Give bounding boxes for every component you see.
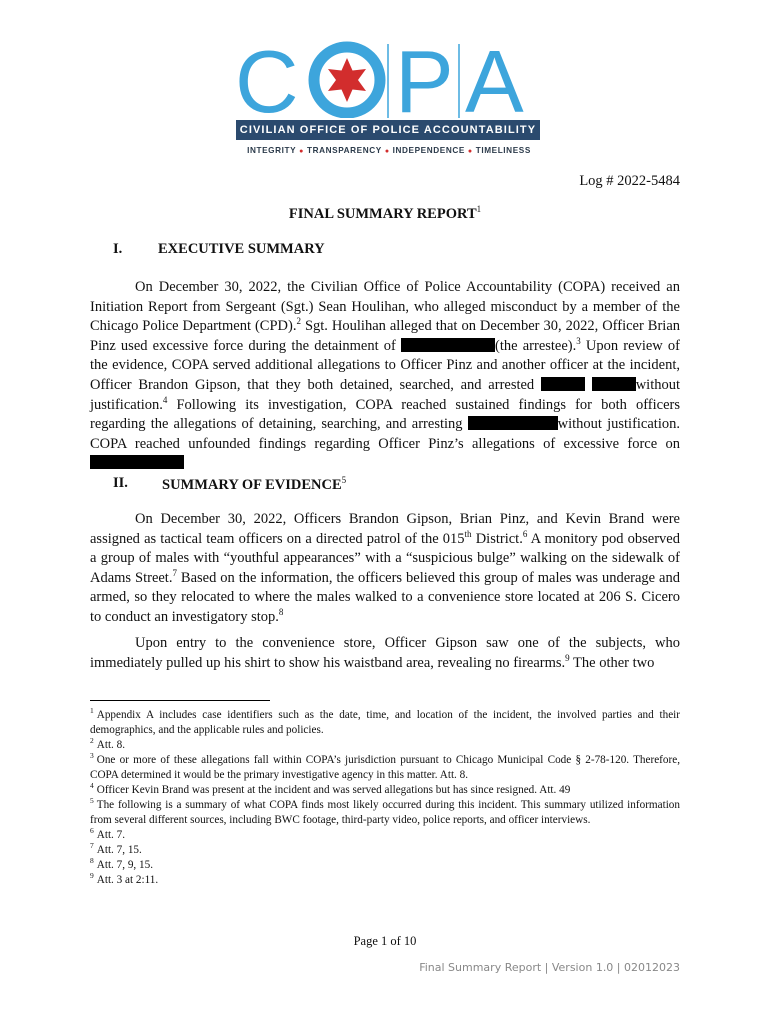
- redaction-bar: [90, 455, 184, 469]
- copa-logo: [235, 38, 535, 160]
- tagline-independence: INDEPENDENCE: [392, 146, 465, 155]
- footnotes: [90, 708, 680, 888]
- footnote-ref: 3: [576, 335, 581, 346]
- redaction-bar: [468, 416, 558, 430]
- logo-letter-p: P: [395, 38, 454, 118]
- six-point-star-icon: [328, 58, 366, 102]
- tagline-transparency: TRANSPARENCY: [307, 146, 382, 155]
- executive-summary-paragraph: On December 30, 2022, the Civilian Office of Police Accountability (COPA) received an Initiation Report from Sergeant (Sgt.) Sean Houlihan, who alleged misconduct by a member of the Chicago Police Department (CPD).$^2$ Sgt. Houlihan alleged that on December 30, 2022, Officer Brian Pinz used excessive force during the detainment of (the arrestee).$^3$ Upon review of the evidence, COPA served additional allegations to Officer Pinz and another officer at the incident, Officer Brandon Gipson, that they both detained, searched, and arrested without justification.$^4$ Following its investigation, COPA reached sustained findings for both officers regarding the allegations of detaining, searching, and arresting without justification. COPA reached unfounded findings regarding Officer Pinz’s allegations of excessive force on: [90, 278, 680, 474]
- section-title: EXECUTIVE SUMMARY: [158, 241, 325, 257]
- report-title: [0, 204, 770, 223]
- section-numeral: I.: [113, 241, 123, 257]
- redaction-bar: [592, 377, 636, 391]
- evidence-paragraph: Upon entry to the convenience store, Officer Gipson saw one of the subjects, who immediately pulled up his shirt to show his waistband area, revealing no firearms.$^9$ The other two: [90, 635, 680, 671]
- footnote-ref: 6: [522, 528, 528, 539]
- log-number: Log # 2022-5484: [579, 173, 680, 189]
- footnote-ref: 2: [296, 316, 301, 327]
- footnote: $^2$ Att. 8.: [90, 736, 126, 751]
- section-numeral: II.: [113, 475, 128, 491]
- footnote: $^4$ Officer Kevin Brand was present at the incident and was served allegations but has since resigned. Att. 49: [90, 781, 571, 796]
- dot-icon: ●: [467, 148, 473, 155]
- logo-tagline: [235, 146, 543, 155]
- footnote: $^8$ Att. 7, 9, 15.: [90, 856, 153, 871]
- evidence-paragraph: On December 30, 2022, Officers Brandon Gipson, Brian Pinz, and Kevin Brand were assigned as tactical team officers on a directed patrol of the 015th District.$^6$ A monitory pod observed a group of males with “youthful appearances” with a “suspicious bulge” walking on the sidewalk of Adams Street.$^7$ Based on the information, the officers believed this group of males was underage and armed, so they relocated to where the males walked to a convenience store located at 206 S. Cicero to conduct an investigatory stop.$^8$: [90, 511, 680, 625]
- dot-icon: ●: [384, 148, 390, 155]
- tagline-integrity: INTEGRITY: [247, 146, 297, 155]
- copa-wordmark: [235, 38, 535, 118]
- footnote-ref: 9: [565, 652, 570, 663]
- footnote-divider: [90, 700, 270, 701]
- dot-icon: ●: [299, 148, 304, 155]
- redaction-bar: [401, 338, 495, 352]
- logo-star-circle: [314, 47, 380, 113]
- logo-letter-a: A: [465, 38, 524, 118]
- logo-letter-c: C: [235, 38, 299, 118]
- footnote: $^9$ Att. 3 at 2:11.: [90, 871, 159, 886]
- logo-band: CIVILIAN OFFICE OF POLICE ACCOUNTABILITY: [236, 120, 540, 140]
- footnote-ref: 4: [162, 394, 168, 405]
- footnote-ref: 1: [476, 204, 482, 214]
- footnote: $^1$ Appendix A includes case identifiers such as the date, time, and location of the incident, the involved parties and their demographics, and the applicable rules and policies.: [90, 706, 680, 736]
- page-number: Page 1 of 10: [353, 934, 417, 948]
- report-title-text: FINAL SUMMARY REPORT: [288, 205, 477, 222]
- footnote: $^7$ Att. 7, 15.: [90, 841, 142, 856]
- footnote-ref: 8: [278, 607, 284, 618]
- footnote: $^6$ Att. 7.: [90, 826, 126, 841]
- redaction-bar: [541, 377, 585, 391]
- footer-version: Final Summary Report | Version 1.0 | 02012023: [419, 961, 680, 974]
- footnote: $^5$ The following is a summary of what COPA finds most likely occurred during this incident. This summary utilized information from several different sources, including BWC footage, third-party video, police reports, and officer interviews.: [90, 796, 680, 826]
- section-title: SUMMARY OF EVIDENCE$^5$: [162, 475, 347, 493]
- footnote-ref: 7: [172, 567, 177, 578]
- tagline-timeliness: TIMELINESS: [475, 146, 531, 155]
- footnote-ref: 5: [341, 475, 347, 485]
- footnote: $^3$ One or more of these allegations fall within COPA’s jurisdiction pursuant to Chicago Municipal Code § 2-78-120. Therefore, COPA determined it would be the primary investigative agency in this matter. Att. 8.: [90, 751, 680, 781]
